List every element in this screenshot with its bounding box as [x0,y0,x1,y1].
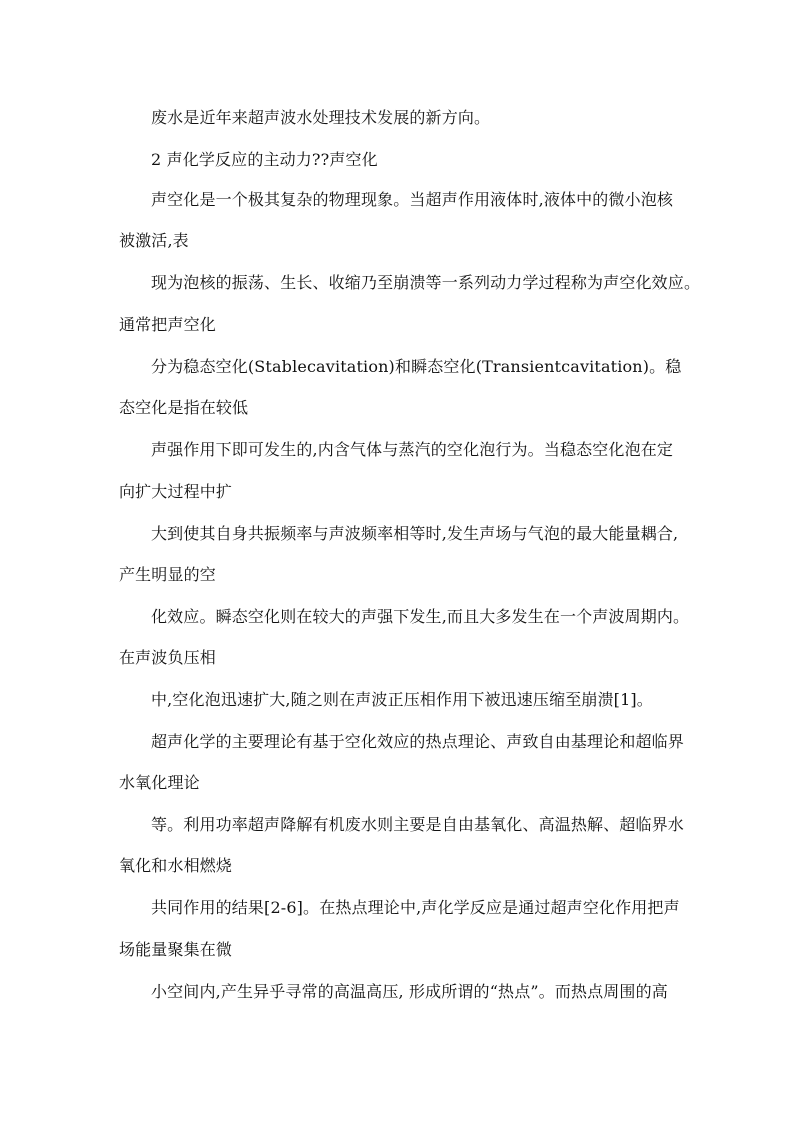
paragraph-line: 声强作用下即可发生的,内含气体与蒸汽的空化泡行为。当稳态空化泡在定 [151,440,674,459]
paragraph-line: 氧化和水相燃烧 [119,856,233,875]
paragraph-line: 通常把声空化 [119,315,216,334]
paragraph-line: 超声化学的主要理论有基于空化效应的热点理论、声致自由基理论和超临界 [151,732,684,751]
paragraph-line: 等。利用功率超声降解有机废水则主要是自由基氧化、高温热解、超临界水 [151,815,684,834]
paragraph-line: 中,空化泡迅速扩大,随之则在声波正压相作用下被迅速压缩至崩溃[1]。 [151,690,653,709]
paragraph-line: 小空间内,产生异乎寻常的高温高压, 形成所谓的“热点”。而热点周围的高 [151,982,668,1001]
paragraph-line: 水氧化理论 [119,773,200,792]
section-heading: 2 声化学反应的主动力??声空化 [151,150,378,169]
paragraph-line: 向扩大过程中扩 [119,482,233,501]
paragraph-line: 共同作用的结果[2-6]。在热点理论中,声化学反应是通过超声空化作用把声 [151,898,680,917]
paragraph-line: 产生明显的空 [119,565,216,584]
paragraph-line: 声空化是一个极其复杂的物理现象。当超声作用液体时,液体中的微小泡核 [151,190,674,209]
paragraph-line: 现为泡核的振荡、生长、收缩乃至崩溃等一系列动力学过程称为声空化效应。 [151,273,701,292]
paragraph-line: 在声波负压相 [119,648,216,667]
paragraph-line: 化效应。瞬态空化则在较大的声强下发生,而且大多发生在一个声波周期内。 [151,607,690,626]
paragraph-line: 分为稳态空化(Stablecavitation)和瞬态空化(Transientcavitation)。稳 [151,357,682,376]
paragraph-line: 大到使其自身共振频率与声波频率相等时,发生声场与气泡的最大能量耦合, [151,524,679,543]
paragraph-line: 废水是近年来超声波水处理技术发展的新方向。 [151,108,491,127]
paragraph-line: 态空化是指在较低 [119,398,249,417]
paragraph-line: 被激活,表 [119,231,189,250]
paragraph-line: 场能量聚集在微 [119,940,233,959]
